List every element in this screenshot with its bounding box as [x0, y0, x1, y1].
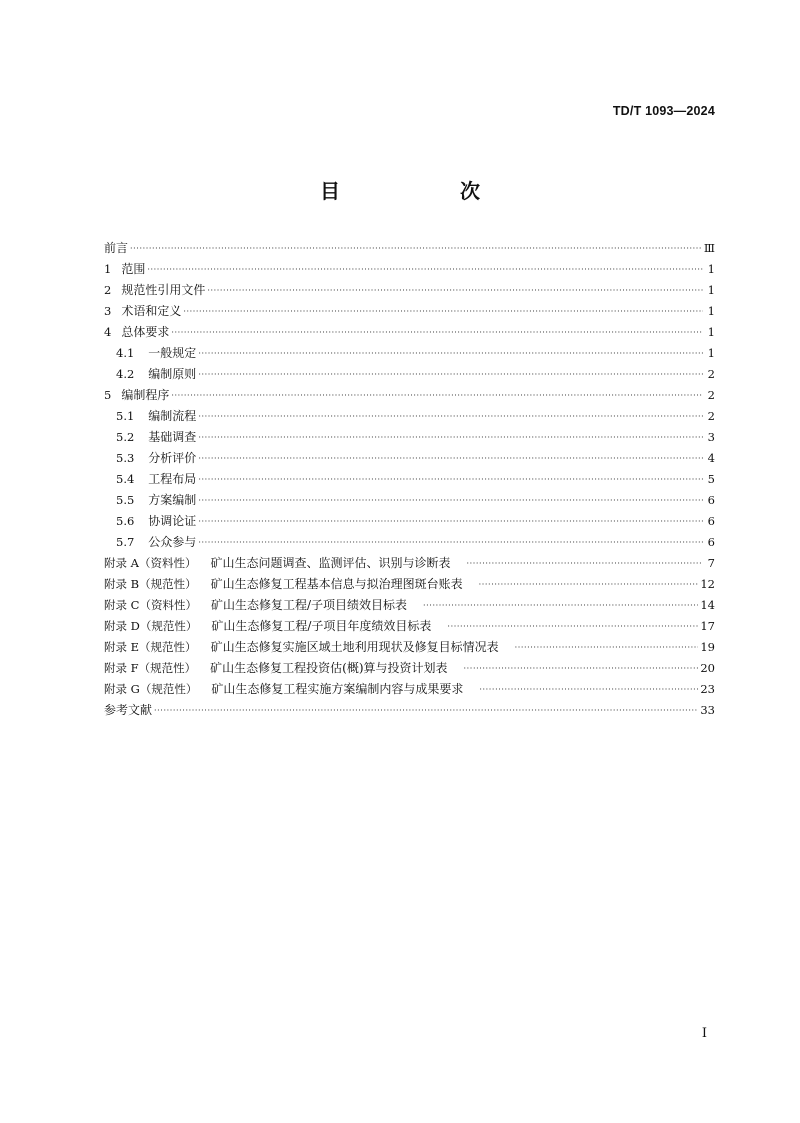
- toc-entry[interactable]: [104, 553, 715, 574]
- toc-entry-title: 编制原则: [148, 367, 197, 381]
- dot-leader: [198, 532, 703, 553]
- toc-page-number: 4: [707, 451, 715, 465]
- toc-entry-title: 矿山生态修复工程基本信息与拟治理图斑台账表: [210, 577, 463, 591]
- dot-leader: [466, 553, 703, 574]
- section-number: 4.2: [116, 367, 135, 381]
- section-number: 5.5: [116, 493, 135, 507]
- toc-entry[interactable]: [104, 700, 715, 721]
- toc-page-number: 1: [707, 283, 715, 297]
- toc-entry[interactable]: [104, 511, 715, 532]
- dot-leader: [130, 238, 702, 259]
- toc-entry[interactable]: [104, 574, 715, 595]
- section-number: 5.7: [116, 535, 135, 549]
- toc-entry-title: 术语和定义: [121, 304, 182, 318]
- appendix-label: 附录 B（规范性）: [104, 577, 197, 591]
- toc-entry[interactable]: [104, 532, 715, 553]
- dot-leader: [171, 385, 703, 406]
- section-number: 1: [104, 262, 112, 276]
- toc-entry-title: 矿山生态修复实施区域土地利用现状及修复目标情况表: [210, 640, 499, 654]
- toc-entry-title: 方案编制: [148, 493, 197, 507]
- toc-entry[interactable]: [104, 490, 715, 511]
- toc-page-number: 20: [700, 661, 715, 675]
- dot-leader: [198, 448, 703, 469]
- toc-page-number: 2: [707, 409, 715, 423]
- dot-leader: [154, 700, 698, 721]
- toc-entry-title: 总体要求: [121, 325, 170, 339]
- section-number: 5: [104, 388, 112, 402]
- toc-entry[interactable]: [104, 364, 715, 385]
- toc-page-number: 33: [700, 703, 715, 717]
- section-number: 4.1: [116, 346, 135, 360]
- toc-entry[interactable]: [104, 259, 715, 280]
- toc-entry[interactable]: [104, 448, 715, 469]
- toc-entry[interactable]: [104, 406, 715, 427]
- dot-leader: [198, 427, 703, 448]
- dot-leader: [198, 511, 703, 532]
- toc-page-number: 3: [707, 430, 715, 444]
- toc-entry-title: 参考文献: [104, 703, 153, 717]
- toc-entry[interactable]: [104, 238, 715, 259]
- appendix-label: 附录 C（资料性）: [104, 598, 197, 612]
- toc-entry[interactable]: [104, 595, 715, 616]
- section-number: 4: [104, 325, 112, 339]
- toc-entry-title: 编制程序: [121, 388, 170, 402]
- dot-leader: [183, 301, 703, 322]
- appendix-label: 附录 E（规范性）: [104, 640, 197, 654]
- toc-entry-title: 矿山生态修复工程/子项目绩效目标表: [210, 598, 408, 612]
- toc-entry[interactable]: [104, 637, 715, 658]
- section-number: 5.2: [116, 430, 135, 444]
- toc-entry-title: 矿山生态修复工程/子项目年度绩效目标表: [211, 619, 432, 633]
- dot-leader: [423, 595, 698, 616]
- section-number: 5.1: [116, 409, 135, 423]
- section-number: 5.3: [116, 451, 135, 465]
- section-number: 5.6: [116, 514, 135, 528]
- toc-page-number: 6: [707, 514, 715, 528]
- dot-leader: [198, 406, 703, 427]
- toc-entry[interactable]: [104, 280, 715, 301]
- dot-leader: [447, 616, 698, 637]
- toc-page-number: 1: [707, 262, 715, 276]
- toc-entry[interactable]: [104, 385, 715, 406]
- appendix-label: 附录 G（规范性）: [104, 682, 198, 696]
- dot-leader: [147, 259, 703, 280]
- dot-leader: [479, 679, 698, 700]
- toc-entry-title: 一般规定: [148, 346, 197, 360]
- appendix-label: 附录 D（规范性）: [104, 619, 198, 633]
- dot-leader: [515, 637, 699, 658]
- toc-page-number: 14: [700, 598, 715, 612]
- toc-page-number: 23: [700, 682, 715, 696]
- toc-entry[interactable]: [104, 616, 715, 637]
- toc-entry-title: 基础调查: [148, 430, 197, 444]
- toc-entry[interactable]: [104, 469, 715, 490]
- toc-page-number: 17: [700, 619, 715, 633]
- standard-code: TD/T 1093—2024: [612, 104, 715, 118]
- appendix-label: 附录 F（规范性）: [104, 661, 197, 675]
- section-number: 5.4: [116, 472, 135, 486]
- toc-entry[interactable]: [104, 658, 715, 679]
- toc-page-number: 2: [707, 367, 715, 381]
- toc-entry[interactable]: [104, 301, 715, 322]
- toc-entry[interactable]: [104, 679, 715, 700]
- table-of-contents: [104, 238, 715, 721]
- dot-leader: [198, 490, 703, 511]
- toc-page-number: 1: [707, 304, 715, 318]
- dot-leader: [479, 574, 699, 595]
- section-number: 3: [104, 304, 112, 318]
- toc-page-number: 6: [707, 493, 715, 507]
- section-number: 2: [104, 283, 112, 297]
- toc-entry-title: 矿山生态问题调查、监测评估、识别与诊断表: [210, 556, 451, 570]
- appendix-label: 附录 A（资料性）: [104, 556, 197, 570]
- toc-entry[interactable]: [104, 427, 715, 448]
- toc-entry-title: 工程布局: [148, 472, 197, 486]
- toc-entry[interactable]: [104, 322, 715, 343]
- toc-page-number: 1: [707, 346, 715, 360]
- dot-leader: [198, 469, 703, 490]
- page-title: 目 次: [320, 179, 530, 203]
- toc-entry-title: 范围: [121, 262, 146, 276]
- toc-page-number: Ⅲ: [703, 241, 715, 255]
- toc-entry-title: 公众参与: [148, 535, 197, 549]
- toc-page-number: 5: [707, 472, 715, 486]
- dot-leader: [198, 343, 703, 364]
- toc-entry-title: 矿山生态修复工程实施方案编制内容与成果要求: [211, 682, 464, 696]
- toc-entry-title: 协调论证: [148, 514, 197, 528]
- toc-entry-title: 编制流程: [148, 409, 197, 423]
- toc-page-number: 6: [707, 535, 715, 549]
- dot-leader: [198, 364, 703, 385]
- dot-leader: [171, 322, 703, 343]
- toc-page-number: 1: [707, 325, 715, 339]
- dot-leader: [464, 658, 699, 679]
- toc-entry-title: 矿山生态修复工程投资估(概)算与投资计划表: [210, 661, 448, 675]
- toc-entry-title: 规范性引用文件: [121, 283, 206, 297]
- toc-entry-title: 分析评价: [148, 451, 197, 465]
- toc-page-number: 2: [707, 388, 715, 402]
- toc-page-number: 7: [707, 556, 715, 570]
- toc-entry[interactable]: [104, 343, 715, 364]
- toc-entry-title: 前言: [104, 241, 129, 255]
- toc-page-number: 12: [700, 577, 715, 591]
- page-number: I: [701, 1026, 707, 1041]
- dot-leader: [207, 280, 703, 301]
- toc-page-number: 19: [700, 640, 715, 654]
